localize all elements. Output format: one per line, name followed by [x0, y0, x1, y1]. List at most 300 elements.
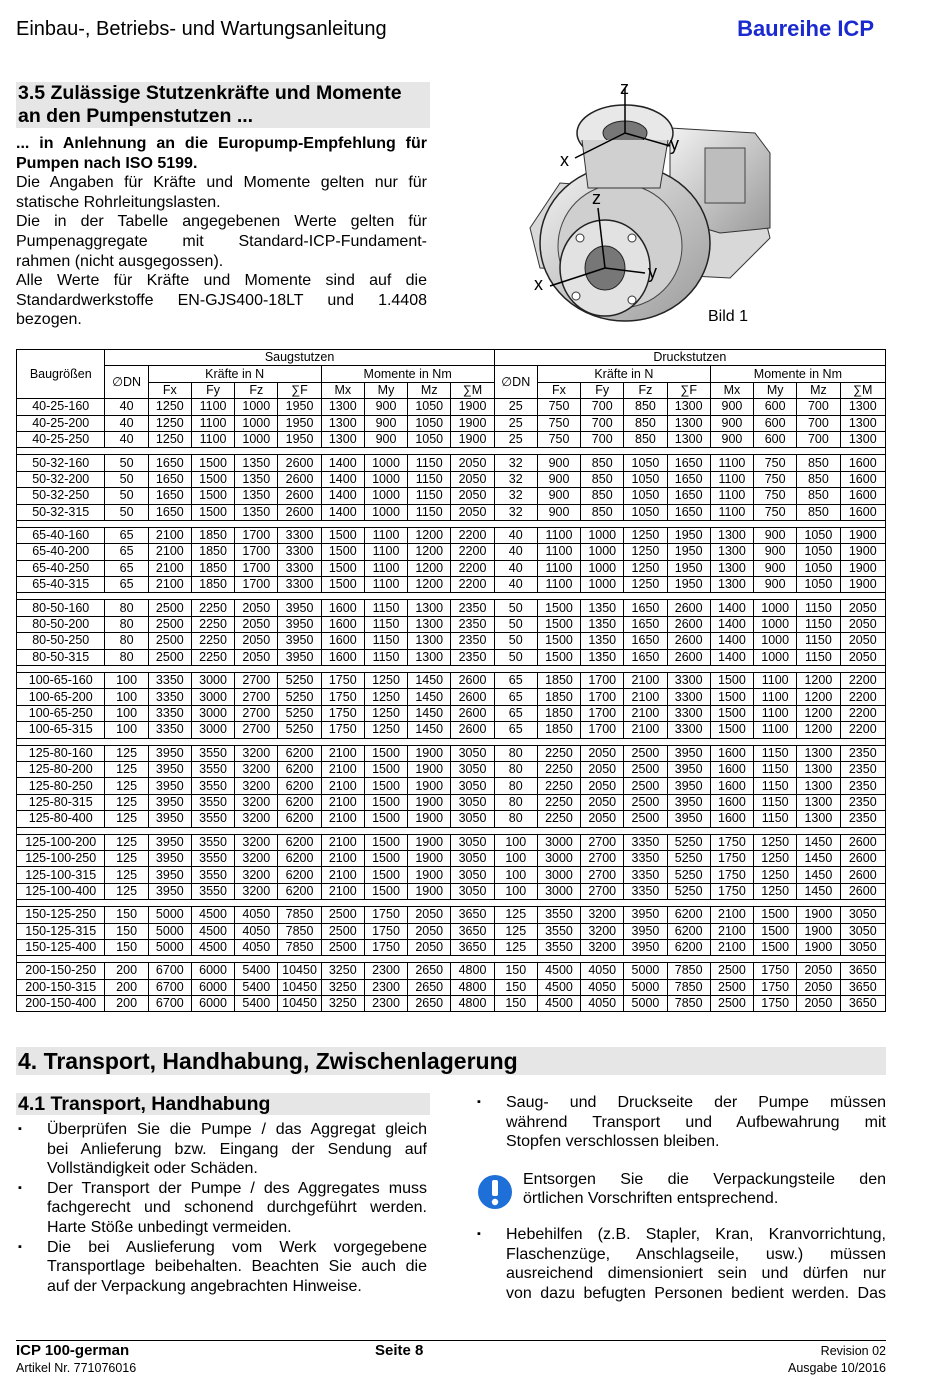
- value-cell: 6000: [191, 996, 234, 1012]
- table-row: [17, 722, 886, 738]
- value-cell: 2350: [840, 778, 885, 794]
- value-cell: 2050: [840, 616, 885, 632]
- value-cell: 1050: [797, 527, 840, 543]
- value-cell: 1300: [797, 778, 840, 794]
- value-cell: 1300: [667, 431, 710, 447]
- value-cell: 1050: [624, 488, 667, 504]
- value-cell: 4050: [581, 963, 624, 979]
- sub-header-cell: ∑M: [840, 382, 885, 398]
- value-cell: 1900: [408, 778, 451, 794]
- value-cell: 1600: [840, 488, 885, 504]
- value-cell: 1600: [321, 633, 364, 649]
- value-cell: 1750: [364, 907, 407, 923]
- bullet-line: von dazu befugten Personen bedient werden. Das: [506, 1284, 886, 1302]
- size-cell: 125-80-200: [17, 761, 105, 777]
- section-3-5-heading: [16, 82, 430, 128]
- value-cell: 1500: [364, 794, 407, 810]
- table-row: [17, 544, 886, 560]
- value-cell: 3200: [235, 850, 278, 866]
- value-cell: 5000: [624, 996, 667, 1012]
- value-cell: 1150: [364, 633, 407, 649]
- value-cell: 1600: [710, 778, 753, 794]
- table-row: [17, 633, 886, 649]
- value-cell: 1300: [408, 600, 451, 616]
- value-cell: 80: [494, 761, 537, 777]
- value-cell: 2250: [191, 633, 234, 649]
- table-row: [17, 867, 886, 883]
- value-cell: 3950: [667, 811, 710, 827]
- table-row: [17, 471, 886, 487]
- value-cell: 3300: [278, 577, 321, 593]
- value-cell: 1000: [581, 544, 624, 560]
- size-cell: 150-125-250: [17, 907, 105, 923]
- section-4-1-heading: 4.1 Transport, Handhabung: [16, 1093, 430, 1115]
- value-cell: 1650: [667, 504, 710, 520]
- value-cell: 1150: [364, 616, 407, 632]
- value-cell: 2050: [797, 963, 840, 979]
- value-cell: 1250: [364, 689, 407, 705]
- value-cell: 3050: [451, 850, 494, 866]
- table-row: [17, 996, 886, 1012]
- bullet-marker: ▪: [18, 1181, 22, 1194]
- value-cell: 1400: [710, 600, 753, 616]
- value-cell: 80: [494, 778, 537, 794]
- value-cell: 3200: [235, 794, 278, 810]
- value-cell: 1100: [364, 527, 407, 543]
- left-column: [16, 1120, 427, 1296]
- value-cell: 750: [754, 471, 797, 487]
- value-cell: 3250: [321, 996, 364, 1012]
- value-cell: 1250: [148, 431, 191, 447]
- value-cell: 3350: [148, 705, 191, 721]
- value-cell: 125: [105, 745, 148, 761]
- value-cell: 1300: [321, 431, 364, 447]
- value-cell: 40: [494, 560, 537, 576]
- size-cell: 80-50-200: [17, 616, 105, 632]
- value-cell: 3200: [235, 761, 278, 777]
- value-cell: 3350: [624, 850, 667, 866]
- value-cell: 1300: [797, 761, 840, 777]
- value-cell: 5250: [667, 834, 710, 850]
- size-cell: 125-100-250: [17, 850, 105, 866]
- value-cell: 5250: [278, 673, 321, 689]
- value-cell: 1600: [321, 616, 364, 632]
- value-cell: 3300: [278, 560, 321, 576]
- value-cell: 80: [494, 811, 537, 827]
- value-cell: 1700: [235, 577, 278, 593]
- size-cell: 125-100-400: [17, 883, 105, 899]
- value-cell: 1900: [797, 939, 840, 955]
- value-cell: 4050: [235, 923, 278, 939]
- value-cell: 2350: [840, 761, 885, 777]
- value-cell: 1500: [537, 616, 580, 632]
- spacer-cell: [17, 827, 886, 834]
- value-cell: 4050: [581, 996, 624, 1012]
- value-cell: 1650: [624, 600, 667, 616]
- value-cell: 1950: [667, 560, 710, 576]
- value-cell: 2100: [321, 745, 364, 761]
- table-row: [17, 689, 886, 705]
- value-cell: 3950: [278, 633, 321, 649]
- flange-bolt: [628, 296, 636, 304]
- size-cell: 50-32-250: [17, 488, 105, 504]
- value-cell: 2500: [710, 996, 753, 1012]
- value-cell: 900: [537, 455, 580, 471]
- table-row: [17, 673, 886, 689]
- value-cell: 2700: [235, 705, 278, 721]
- value-cell: 1250: [624, 560, 667, 576]
- value-cell: 1500: [754, 939, 797, 955]
- exclamation-icon: [477, 1174, 513, 1210]
- value-cell: 1950: [667, 577, 710, 593]
- bullet-line: Der Transport der Pumpe / des Aggregates muss: [47, 1179, 427, 1197]
- value-cell: 2050: [408, 907, 451, 923]
- value-cell: 3550: [537, 923, 580, 939]
- footer-document-id: ICP 100-german: [16, 1342, 130, 1359]
- value-cell: 3300: [278, 527, 321, 543]
- value-cell: 3000: [537, 850, 580, 866]
- value-cell: 1150: [754, 761, 797, 777]
- value-cell: 1050: [408, 399, 451, 415]
- value-cell: 2700: [581, 834, 624, 850]
- value-cell: 65: [494, 673, 537, 689]
- value-cell: 5000: [148, 923, 191, 939]
- sub-header-cell: Fz: [624, 382, 667, 398]
- value-cell: 1900: [408, 794, 451, 810]
- size-cell: 65-40-315: [17, 577, 105, 593]
- bullet-line: Die bei Auslieferung vom Werk vorgegebene: [47, 1238, 427, 1256]
- value-cell: 2650: [408, 979, 451, 995]
- value-cell: 1400: [710, 616, 753, 632]
- value-cell: 3550: [191, 761, 234, 777]
- value-cell: 1900: [451, 431, 494, 447]
- value-cell: 1250: [624, 544, 667, 560]
- value-cell: 2500: [624, 761, 667, 777]
- value-cell: 10450: [278, 996, 321, 1012]
- value-cell: 2300: [364, 979, 407, 995]
- value-cell: 3050: [451, 834, 494, 850]
- value-cell: 2100: [321, 761, 364, 777]
- value-cell: 125: [105, 794, 148, 810]
- value-cell: 100: [494, 867, 537, 883]
- value-cell: 100: [105, 689, 148, 705]
- value-cell: 3550: [191, 794, 234, 810]
- value-cell: 2700: [235, 722, 278, 738]
- value-cell: 1900: [451, 415, 494, 431]
- table-row: [17, 745, 886, 761]
- value-cell: 3200: [235, 883, 278, 899]
- value-cell: 750: [537, 415, 580, 431]
- value-cell: 2050: [581, 745, 624, 761]
- value-cell: 10450: [278, 979, 321, 995]
- size-cell: 80-50-250: [17, 633, 105, 649]
- value-cell: 3550: [191, 883, 234, 899]
- value-cell: 2700: [235, 689, 278, 705]
- value-cell: 1250: [624, 527, 667, 543]
- group-spacer: [17, 738, 886, 745]
- value-cell: 750: [754, 488, 797, 504]
- value-cell: 1300: [840, 399, 885, 415]
- value-cell: 3050: [451, 778, 494, 794]
- value-cell: 750: [754, 455, 797, 471]
- value-cell: 4800: [451, 963, 494, 979]
- value-cell: 3350: [624, 834, 667, 850]
- value-cell: 1150: [408, 504, 451, 520]
- value-cell: 2200: [451, 577, 494, 593]
- value-cell: 3650: [840, 996, 885, 1012]
- value-cell: 3550: [537, 907, 580, 923]
- value-cell: 2100: [321, 850, 364, 866]
- value-cell: 1150: [797, 633, 840, 649]
- value-cell: 1300: [408, 649, 451, 665]
- value-cell: 700: [581, 399, 624, 415]
- size-cell: 65-40-250: [17, 560, 105, 576]
- value-cell: 3650: [451, 907, 494, 923]
- value-cell: 1350: [235, 455, 278, 471]
- value-cell: 1150: [408, 471, 451, 487]
- value-cell: 7850: [667, 979, 710, 995]
- value-cell: 4050: [581, 979, 624, 995]
- warning-line: Entsorgen Sie die Verpackungsteile den: [523, 1170, 886, 1188]
- value-cell: 2350: [840, 794, 885, 810]
- value-cell: 125: [105, 883, 148, 899]
- value-cell: 150: [105, 923, 148, 939]
- group-spacer: [17, 593, 886, 600]
- value-cell: 3950: [624, 907, 667, 923]
- value-cell: 1950: [278, 415, 321, 431]
- value-cell: 2100: [148, 527, 191, 543]
- value-cell: 2300: [364, 996, 407, 1012]
- value-cell: 1100: [754, 689, 797, 705]
- value-cell: 2500: [321, 923, 364, 939]
- value-cell: 1250: [754, 883, 797, 899]
- value-cell: 3200: [235, 778, 278, 794]
- value-cell: 2350: [451, 600, 494, 616]
- bullet-line: Stopfen verschlossen bleiben.: [506, 1133, 720, 1151]
- value-cell: 2050: [408, 923, 451, 939]
- value-cell: 1300: [710, 577, 753, 593]
- value-cell: 900: [364, 399, 407, 415]
- value-cell: 3200: [581, 907, 624, 923]
- value-cell: 1200: [797, 705, 840, 721]
- value-cell: 5400: [235, 963, 278, 979]
- value-cell: 1450: [408, 689, 451, 705]
- value-cell: 4800: [451, 979, 494, 995]
- header-forces-discharge: Kräfte in N: [537, 366, 710, 382]
- value-cell: 2350: [840, 811, 885, 827]
- value-cell: 3350: [624, 867, 667, 883]
- value-cell: 5400: [235, 996, 278, 1012]
- value-cell: 1150: [754, 778, 797, 794]
- value-cell: 3550: [191, 811, 234, 827]
- intro-line: Alle Werte für Kräfte und Momente sind auf die: [16, 272, 427, 290]
- table-row: [17, 761, 886, 777]
- value-cell: 3350: [148, 722, 191, 738]
- value-cell: 1750: [321, 673, 364, 689]
- value-cell: 1500: [321, 527, 364, 543]
- sub-header-cell: ∑M: [451, 382, 494, 398]
- value-cell: 2050: [235, 600, 278, 616]
- value-cell: 850: [581, 504, 624, 520]
- value-cell: 3950: [278, 616, 321, 632]
- value-cell: 1900: [797, 907, 840, 923]
- value-cell: 3000: [191, 705, 234, 721]
- value-cell: 150: [494, 996, 537, 1012]
- intro-line: statische Rohrleitungslasten.: [16, 193, 221, 211]
- value-cell: 2500: [148, 649, 191, 665]
- value-cell: 3050: [840, 939, 885, 955]
- value-cell: 2600: [451, 673, 494, 689]
- spacer-cell: [17, 956, 886, 963]
- size-cell: 125-80-160: [17, 745, 105, 761]
- sub-header-cell: Mz: [408, 382, 451, 398]
- size-cell: 50-32-200: [17, 471, 105, 487]
- value-cell: 3950: [624, 939, 667, 955]
- value-cell: 900: [754, 527, 797, 543]
- table-row: [17, 883, 886, 899]
- section-3-5-text: [16, 134, 427, 330]
- value-cell: 3650: [840, 979, 885, 995]
- value-cell: 1050: [624, 471, 667, 487]
- value-cell: 1250: [754, 850, 797, 866]
- value-cell: 3950: [148, 850, 191, 866]
- value-cell: 1200: [797, 722, 840, 738]
- value-cell: 3200: [581, 939, 624, 955]
- value-cell: 2050: [408, 939, 451, 955]
- value-cell: 3550: [191, 850, 234, 866]
- value-cell: 3950: [624, 923, 667, 939]
- value-cell: 1350: [581, 649, 624, 665]
- value-cell: 5000: [624, 979, 667, 995]
- size-cell: 100-65-250: [17, 705, 105, 721]
- value-cell: 125: [494, 939, 537, 955]
- value-cell: 2600: [667, 600, 710, 616]
- value-cell: 50: [494, 600, 537, 616]
- value-cell: 7850: [667, 996, 710, 1012]
- table-row: [17, 488, 886, 504]
- value-cell: 2200: [840, 689, 885, 705]
- document-title: Einbau-, Betriebs- und Wartungsanleitung: [16, 18, 387, 40]
- value-cell: 1000: [235, 431, 278, 447]
- sub-header-cell: Fy: [581, 382, 624, 398]
- value-cell: 2600: [840, 883, 885, 899]
- value-cell: 2600: [667, 649, 710, 665]
- value-cell: 1500: [364, 778, 407, 794]
- value-cell: 100: [494, 883, 537, 899]
- value-cell: 900: [364, 415, 407, 431]
- value-cell: 2650: [408, 996, 451, 1012]
- value-cell: 2050: [581, 761, 624, 777]
- table-row: [17, 431, 886, 447]
- value-cell: 2500: [148, 633, 191, 649]
- value-cell: 3650: [840, 963, 885, 979]
- value-cell: 2100: [148, 544, 191, 560]
- intro-line: Die in der Tabelle angegebenen Werte gelten für: [16, 213, 427, 231]
- value-cell: 1700: [235, 544, 278, 560]
- value-cell: 1000: [364, 471, 407, 487]
- value-cell: 1650: [667, 455, 710, 471]
- value-cell: 2050: [840, 633, 885, 649]
- value-cell: 5250: [667, 867, 710, 883]
- value-cell: 3950: [148, 883, 191, 899]
- value-cell: 2650: [408, 963, 451, 979]
- value-cell: 1950: [667, 544, 710, 560]
- value-cell: 1750: [710, 883, 753, 899]
- value-cell: 1850: [191, 544, 234, 560]
- value-cell: 10450: [278, 963, 321, 979]
- table-row: [17, 649, 886, 665]
- value-cell: 5250: [278, 689, 321, 705]
- value-cell: 1600: [710, 761, 753, 777]
- value-cell: 65: [494, 722, 537, 738]
- value-cell: 3950: [148, 834, 191, 850]
- value-cell: 1650: [148, 504, 191, 520]
- value-cell: 1300: [667, 415, 710, 431]
- value-cell: 850: [581, 488, 624, 504]
- value-cell: 1300: [840, 415, 885, 431]
- table-row: [17, 577, 886, 593]
- size-cell: 50-32-160: [17, 455, 105, 471]
- value-cell: 3050: [840, 923, 885, 939]
- value-cell: 900: [537, 504, 580, 520]
- value-cell: 2600: [451, 689, 494, 705]
- value-cell: 2100: [148, 560, 191, 576]
- value-cell: 3950: [148, 794, 191, 810]
- value-cell: 125: [105, 811, 148, 827]
- value-cell: 2050: [235, 633, 278, 649]
- value-cell: 2100: [321, 794, 364, 810]
- value-cell: 2250: [537, 811, 580, 827]
- value-cell: 1050: [797, 577, 840, 593]
- value-cell: 1150: [797, 600, 840, 616]
- value-cell: 700: [797, 431, 840, 447]
- intro-line: Pumpen nach ISO 5199.: [16, 154, 198, 172]
- value-cell: 1750: [321, 705, 364, 721]
- value-cell: 2100: [321, 811, 364, 827]
- value-cell: 2600: [278, 471, 321, 487]
- value-cell: 750: [754, 504, 797, 520]
- value-cell: 25: [494, 415, 537, 431]
- value-cell: 1750: [710, 834, 753, 850]
- value-cell: 2600: [667, 633, 710, 649]
- value-cell: 3050: [451, 761, 494, 777]
- size-cell: 40-25-250: [17, 431, 105, 447]
- header-dn-suction: ∅DN: [105, 366, 148, 399]
- value-cell: 3350: [624, 883, 667, 899]
- value-cell: 700: [581, 415, 624, 431]
- sub-header-cell: Fz: [235, 382, 278, 398]
- value-cell: 3250: [321, 963, 364, 979]
- value-cell: 40: [105, 399, 148, 415]
- discharge-neck: [582, 140, 668, 188]
- value-cell: 1450: [408, 705, 451, 721]
- value-cell: 3550: [537, 939, 580, 955]
- bullet-item: [475, 1093, 886, 1152]
- group-spacer: [17, 666, 886, 673]
- sub-header-cell: Mx: [710, 382, 753, 398]
- sub-header-cell: My: [754, 382, 797, 398]
- footer-page-number: Seite 8: [375, 1342, 424, 1359]
- value-cell: 1000: [235, 415, 278, 431]
- value-cell: 1900: [840, 527, 885, 543]
- value-cell: 1100: [754, 673, 797, 689]
- bullet-marker: ▪: [477, 1096, 481, 1108]
- value-cell: 1750: [710, 867, 753, 883]
- value-cell: 1350: [581, 600, 624, 616]
- value-cell: 5000: [148, 939, 191, 955]
- value-cell: 32: [494, 504, 537, 520]
- value-cell: 850: [624, 431, 667, 447]
